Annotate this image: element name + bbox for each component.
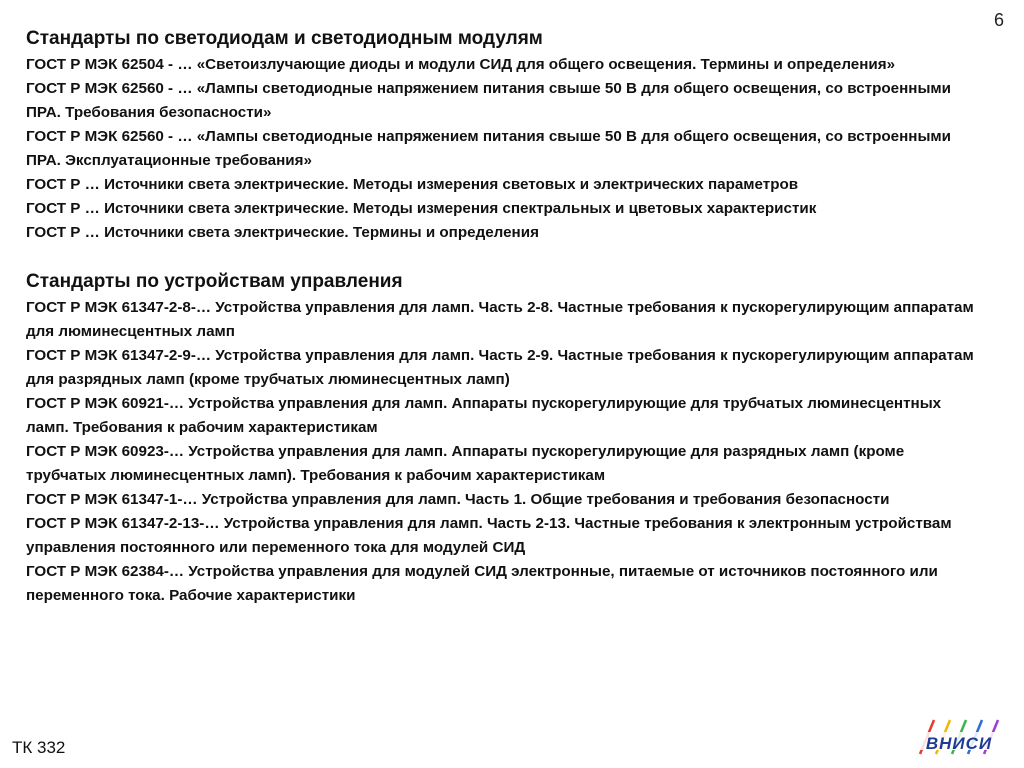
standard-entry: ГОСТ Р МЭК 61347-2-9-… Устройства управления для ламп. Часть 2-9. Частные требования к пускорегулирующим аппаратам для разрядных ламп (кроме трубчатых люминесцентных ламп) (26, 347, 974, 388)
standard-entry: ГОСТ Р МЭК 61347-2-13-… Устройства управления для ламп. Часть 2-13. Частные требования к электронным устройствам управления постоянного или переменного тока для модулей СИД (26, 515, 952, 556)
standard-entry: ГОСТ Р МЭК 60921-… Устройства управления для ламп. Аппараты пускорегулирующие для трубчатых люминесцентных ламп. Требования к рабочим характеристикам (26, 395, 942, 436)
standard-entry: ГОСТ Р МЭК 61347-1-… Устройства управления для ламп. Часть 1. Общие требования и требования безопасности (26, 491, 890, 508)
slide-content (26, 27, 976, 608)
slide-number: 6 (993, 10, 1004, 30)
standard-entry: ГОСТ Р МЭК 62560 - … «Лампы светодиодные напряжением питания свыше 50 В для общего освещения, со встроенными ПРА. Требования безопасности» (26, 80, 951, 121)
standard-entry: ГОСТ Р МЭК 61347-2-8-… Устройства управления для ламп. Часть 2-8. Частные требования к пускорегулирующим аппаратам для люминесцентных ламп (26, 299, 974, 340)
logo-text: ВНИСИ (925, 734, 993, 753)
footer-label: ТК 332 (12, 738, 66, 757)
section-led-standards (26, 27, 976, 245)
standard-entry: ГОСТ Р МЭК 62560 - … «Лампы светодиодные напряжением питания свыше 50 В для общего освещения, со встроенными ПРА. Эксплуатационные требования» (26, 128, 951, 169)
standard-entry: ГОСТ Р МЭК 62384-… Устройства управления для модулей СИД электронные, питаемые от источников постоянного или переменного тока. Рабочие характеристики (26, 563, 938, 604)
section-title: Стандарты по светодиодам и светодиодным модулям (26, 28, 543, 49)
standard-entry: ГОСТ Р … Источники света электрические. Методы измерения световых и электрических параметров (26, 176, 799, 193)
vnisi-logo (914, 716, 1004, 758)
standard-entry: ГОСТ Р МЭК 60923-… Устройства управления для ламп. Аппараты пускорегулирующие для разрядных ламп (кроме трубчатых люминесцентных ламп). Требования к рабочим характеристикам (26, 443, 905, 484)
standard-entry: ГОСТ Р … Источники света электрические. Термины и определения (26, 224, 539, 241)
section-control-gear-standards (26, 270, 976, 608)
section-title: Стандарты по устройствам управления (26, 271, 403, 292)
standard-entry: ГОСТ Р … Источники света электрические. Методы измерения спектральных и цветовых характеристик (26, 200, 817, 217)
standard-entry: ГОСТ Р МЭК 62504 - … «Светоизлучающие диоды и модули СИД для общего освещения. Термины и определения» (26, 56, 896, 73)
